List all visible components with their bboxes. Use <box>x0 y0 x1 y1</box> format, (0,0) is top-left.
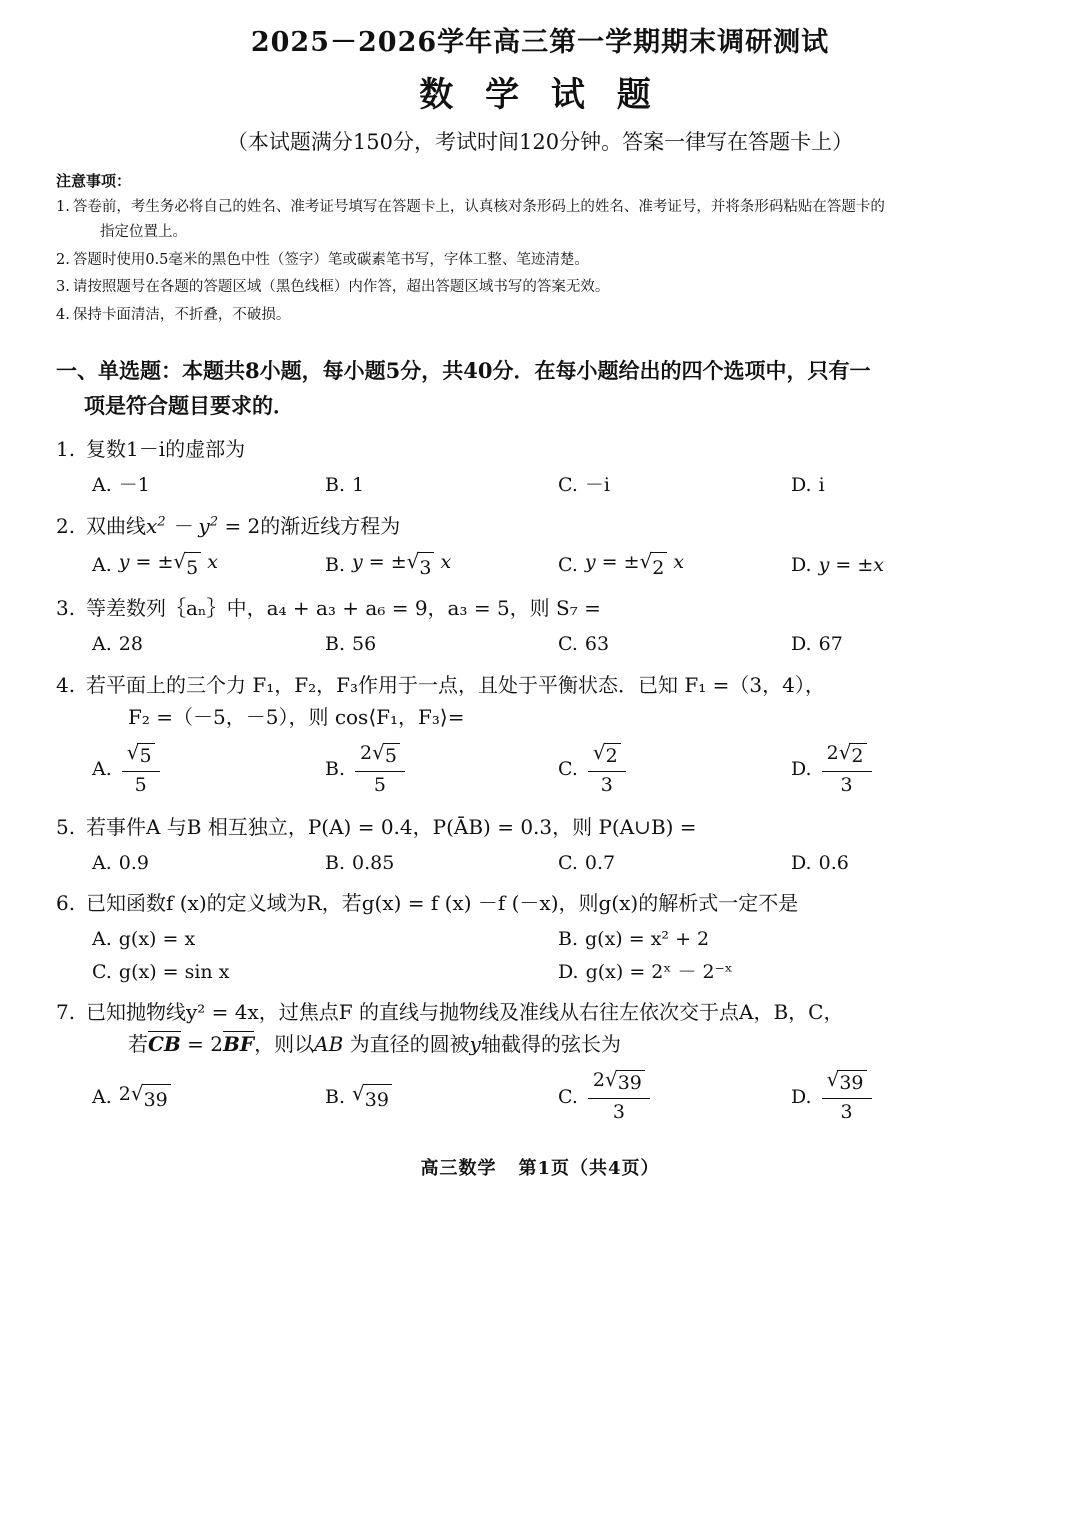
notice-number: 4. <box>56 306 70 323</box>
option-text: 28 <box>118 633 143 656</box>
option-c[interactable] <box>92 958 558 987</box>
option-b[interactable] <box>325 849 558 878</box>
option-text: y = ±x <box>818 553 884 576</box>
option-row <box>56 958 1024 987</box>
question-7 <box>56 996 1024 1128</box>
option-a[interactable] <box>92 1066 325 1128</box>
notice-text: 请按照题号在各题的答题区域（黑色线框）内作答，超出答题区域书写的答案无效。 <box>72 279 610 296</box>
question-6 <box>56 887 1024 986</box>
option-fraction: 2 √ 39 3 <box>588 1069 650 1125</box>
question-stem <box>56 996 1024 1060</box>
notice-text-cont: 指定位置上。 <box>100 224 187 241</box>
option-row <box>56 849 1024 878</box>
question-stem <box>56 669 1024 733</box>
question-text-pre: 双曲线 <box>86 513 146 538</box>
option-label: C. <box>558 474 578 497</box>
option-row <box>56 739 1024 801</box>
option-label: A. <box>92 758 112 781</box>
option-fraction: 2 √ 2 3 <box>822 742 872 798</box>
question-stem <box>56 811 1024 843</box>
option-a[interactable] <box>92 925 558 954</box>
option-text: i <box>818 474 825 497</box>
option-d[interactable] <box>791 1066 1024 1128</box>
question-text: 等差数列｛aₙ｝中，a₄ + a₃ + a₆ = 9，a₃ = 5，则 S₇ = <box>86 596 601 621</box>
option-label: D. <box>791 851 812 874</box>
option-row <box>56 630 1024 659</box>
notice-item <box>56 248 1024 273</box>
option-text: y = ± √ 5 x <box>119 548 218 583</box>
option-label: A. <box>92 553 112 576</box>
option-label: C. <box>558 1085 578 1108</box>
option-c[interactable] <box>558 849 791 878</box>
fraction-denominator: 3 <box>600 773 613 796</box>
question-text-line2: F₂ =（－5，－5），则 cos⟨F₁，F₃⟩= <box>128 704 465 729</box>
page-title: 2025－2026学年高三第一学期期末调研测试 <box>250 27 830 58</box>
question-number: 2. <box>56 513 76 538</box>
notice-text: 答题时使用0.5毫米的黑色中性（签字）笔或碳素笔书写，字体工整、笔迹清楚。 <box>72 251 589 268</box>
option-b[interactable] <box>325 739 558 801</box>
notice-item <box>56 275 1024 300</box>
question-5 <box>56 811 1024 878</box>
option-text: 0.85 <box>352 851 395 874</box>
option-c[interactable] <box>558 1066 791 1128</box>
notice-text: 答卷前，考生务必将自己的姓名、准考证号填写在答题卡上，认真核对条形码上的姓名、准考证号，并将条形码粘贴在答题卡的 <box>72 199 885 215</box>
option-text: 2 √ 39 <box>119 1080 171 1115</box>
option-label: D. <box>791 633 812 656</box>
option-row <box>56 471 1024 500</box>
question-number: 6. <box>56 891 76 916</box>
section-heading-line1: 一、单选题：本题共8小题，每小题5分，共40分．在每小题给出的四个选项中，只有一 <box>56 357 871 383</box>
option-text: －i <box>584 474 610 497</box>
option-row <box>56 925 1024 954</box>
option-text: 0.6 <box>818 851 849 874</box>
option-label: A. <box>92 851 112 874</box>
option-fraction: √ 39 3 <box>822 1069 872 1125</box>
option-b[interactable] <box>325 471 558 500</box>
option-label: C. <box>558 758 578 781</box>
option-label: A. <box>92 928 112 951</box>
option-label: B. <box>325 758 346 781</box>
question-stem <box>56 510 1024 542</box>
option-label: B. <box>325 1085 346 1108</box>
section-heading-line2: 项是符合题目要求的． <box>84 392 294 418</box>
question-text-line2: 若CB = 2BF，则以AB 为直径的圆被y轴截得的弦长为 <box>128 1032 621 1057</box>
option-a[interactable] <box>92 849 325 878</box>
notice-item <box>56 195 1024 246</box>
question-stem <box>56 887 1024 919</box>
question-1 <box>56 433 1024 500</box>
option-text: √ 39 <box>352 1080 392 1115</box>
page-subtitle: 数 学 试 题 <box>419 75 661 115</box>
question-expression: $x^2 - y^2 = 2$ <box>146 513 261 538</box>
option-text: 67 <box>818 633 843 656</box>
notices-list <box>56 195 1024 328</box>
option-a[interactable] <box>92 630 325 659</box>
question-number: 7. <box>56 1000 76 1025</box>
option-a[interactable] <box>92 471 325 500</box>
option-text: g(x) = 2ˣ － 2⁻ˣ <box>585 960 733 983</box>
section-heading <box>56 354 1024 423</box>
question-number: 4. <box>56 672 76 697</box>
option-text: g(x) = x² + 2 <box>585 928 710 951</box>
option-text: －1 <box>118 474 150 497</box>
option-a[interactable] <box>92 548 325 583</box>
option-text: 0.7 <box>584 851 616 874</box>
exam-note: （本试题满分150分，考试时间120分钟。答案一律写在答题卡上） <box>226 130 854 154</box>
option-label: A. <box>92 633 112 656</box>
question-stem <box>56 592 1024 624</box>
notices-title: 注意事项： <box>56 172 132 190</box>
option-label: D. <box>558 960 579 983</box>
option-label: D. <box>791 474 812 497</box>
question-text-post: 的渐近线方程为 <box>260 513 401 538</box>
footer-subject: 高三数学 <box>420 1158 497 1180</box>
option-text: g(x) = x <box>118 928 196 951</box>
option-row <box>56 548 1024 583</box>
option-text: g(x) = sin x <box>118 960 230 983</box>
option-d[interactable] <box>791 630 1024 659</box>
notice-item <box>56 303 1024 328</box>
question-number: 3. <box>56 596 76 621</box>
page-footer <box>56 1154 1024 1188</box>
fraction-denominator: 3 <box>840 1101 853 1124</box>
option-label: B. <box>325 851 346 874</box>
question-number: 1. <box>56 437 76 462</box>
option-label: C. <box>92 960 112 983</box>
option-c[interactable] <box>558 471 791 500</box>
question-text: 复数1－i的虚部为 <box>86 437 246 462</box>
notice-number: 3. <box>56 279 70 296</box>
question-stem <box>56 433 1024 465</box>
option-text: 63 <box>584 633 610 656</box>
option-c[interactable] <box>558 548 791 583</box>
footer-page-number: 第1页（共4页） <box>518 1158 660 1180</box>
option-d[interactable] <box>791 739 1024 801</box>
option-text: y = ± √ 2 x <box>585 548 684 583</box>
option-b[interactable] <box>325 548 558 583</box>
option-c[interactable] <box>558 630 791 659</box>
option-label: D. <box>791 758 812 781</box>
question-3 <box>56 592 1024 659</box>
option-label: B. <box>325 633 346 656</box>
fraction-denominator: 3 <box>612 1101 625 1124</box>
option-b[interactable] <box>558 925 1024 954</box>
option-label: A. <box>92 474 112 497</box>
option-c[interactable] <box>558 739 791 801</box>
notice-text: 保持卡面清洁，不折叠，不破损。 <box>72 306 291 323</box>
option-text: 1 <box>352 474 365 497</box>
fraction-denominator: 5 <box>373 773 387 796</box>
fraction-denominator: 5 <box>134 773 147 796</box>
question-text-line1: 已知抛物线y² = 4x，过焦点F 的直线与抛物线及准线从右往左依次交于点A，B，C， <box>86 1000 844 1025</box>
option-label: D. <box>791 1085 812 1108</box>
option-text: y = ± √ 3 x <box>352 548 451 583</box>
question-text: 若事件A 与B 相互独立，P(A) = 0.4，P(ĀB) = 0.3，则 P(A∪B) = <box>86 814 697 839</box>
option-label: C. <box>558 851 578 874</box>
option-a[interactable] <box>92 739 325 801</box>
option-text: 56 <box>352 633 377 656</box>
option-label: B. <box>558 928 579 951</box>
option-label: C. <box>558 553 578 576</box>
question-number: 5. <box>56 814 76 839</box>
option-text: 0.9 <box>118 851 149 874</box>
notice-number: 2. <box>56 251 70 268</box>
option-b[interactable] <box>325 630 558 659</box>
question-text: 已知函数f (x)的定义域为R，若g(x) = f (x) －f (－x)，则g(x)的解析式一定不是 <box>86 891 799 916</box>
question-2 <box>56 510 1024 583</box>
option-fraction: 2 √ 5 5 <box>355 742 405 798</box>
fraction-denominator: 3 <box>840 773 853 796</box>
option-b[interactable] <box>325 1066 558 1128</box>
option-row <box>56 1066 1024 1128</box>
option-d[interactable] <box>558 958 1024 987</box>
option-fraction: √ 2 3 <box>588 742 626 798</box>
option-d[interactable] <box>791 471 1024 500</box>
option-d[interactable] <box>791 548 1024 583</box>
option-label: D. <box>791 553 812 576</box>
notice-number: 1. <box>56 199 70 215</box>
option-d[interactable] <box>791 849 1024 878</box>
option-label: A. <box>92 1085 112 1108</box>
question-text-line1: 若平面上的三个力 F₁，F₂，F₃作用于一点，且处于平衡状态．已知 F₁ =（3，4）， <box>86 672 825 697</box>
option-label: C. <box>558 633 578 656</box>
question-4 <box>56 669 1024 801</box>
option-label: B. <box>325 474 346 497</box>
option-label: B. <box>325 553 346 576</box>
option-fraction: √ 5 5 <box>122 742 160 798</box>
